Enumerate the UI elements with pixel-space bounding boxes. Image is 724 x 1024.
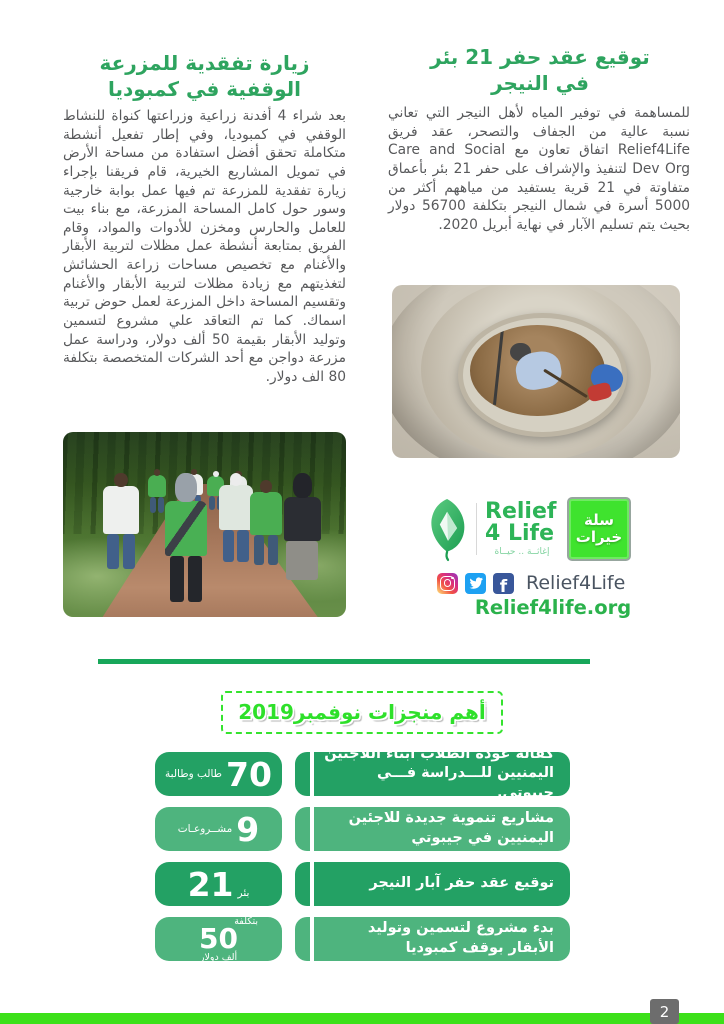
article-niger-title xyxy=(390,44,690,97)
stat-row-cost xyxy=(155,917,570,961)
page-number: 2 xyxy=(650,999,679,1024)
pedestrian xyxy=(148,469,166,513)
brand-wordmark xyxy=(485,501,559,557)
stat-value-box xyxy=(155,752,282,796)
well-photo xyxy=(392,285,680,458)
stat-unit-bottom: ألف دولار xyxy=(199,951,238,963)
brand-divider xyxy=(476,503,477,555)
stat-value-box xyxy=(155,862,282,906)
article-niger-title-line1: توقيع عقد حفر 21 بئر xyxy=(430,45,650,69)
stat-row-wells xyxy=(155,862,570,906)
digging-rod xyxy=(493,328,504,405)
stat-description: بدء مشروع لتسمين وتوليد الأبقار بوقف كمبوديا xyxy=(314,917,570,961)
pedestrian xyxy=(103,473,140,569)
stat-bracket xyxy=(295,917,310,961)
social-row xyxy=(437,572,625,594)
stat-row-students xyxy=(155,745,570,801)
well-shaft xyxy=(470,325,605,417)
stat-description: كفالة عودة الطلاب أبناء اللاجئين اليمنيين للـــدراسة فـــي جيبوتي. xyxy=(314,752,570,796)
brand-name-line2: 4 Life xyxy=(485,520,555,546)
badge-line1: سلة xyxy=(584,510,614,529)
pedestrian xyxy=(250,480,283,565)
badge-line2: خيرات xyxy=(575,528,623,546)
stat-value: 21 xyxy=(187,864,234,904)
stat-row-projects xyxy=(155,807,570,851)
article-cambodia-title xyxy=(63,50,346,103)
stat-bracket xyxy=(295,752,310,796)
stat-unit-top: بتكلفة xyxy=(234,915,258,927)
article-niger-title-line2: في النيجر xyxy=(491,71,589,96)
brand-tagline: إغاثــة .. حيــاة xyxy=(494,547,550,558)
leaf-icon xyxy=(428,495,468,563)
section-divider xyxy=(98,659,590,664)
twitter-icon[interactable] xyxy=(465,573,486,594)
instagram-icon[interactable] xyxy=(437,573,458,594)
footer-bar xyxy=(0,1013,724,1024)
article-cambodia-title-line2: الوقفية في كمبوديا xyxy=(108,77,301,102)
stat-bracket xyxy=(295,807,310,851)
achievements-banner-wrap xyxy=(0,691,724,734)
stat-description: مشاريع تنموية جديدة للاجئين اليمنيين في جيبوتي xyxy=(314,807,570,851)
stat-value-box xyxy=(155,807,282,851)
stat-unit: طالب وطالبة xyxy=(165,768,223,780)
stat-unit: بئر xyxy=(237,887,250,899)
pedestrian xyxy=(284,473,321,580)
brand-block xyxy=(428,494,678,564)
farm-visit-photo xyxy=(63,432,346,617)
article-cambodia-title-line1: زيارة تفقدية للمزرعة xyxy=(99,51,310,75)
stat-value: 9 xyxy=(236,809,260,849)
article-cambodia-body: بعد شراء 4 أفدنة زراعية وزراعتها كنواة للنشاط الوقفي في كمبوديا، وفي إطار تفعيل أنشطة متكاملة تحقق أفضل استفادة من مساحة الأرض في تمويل المشاريع الخيرية، قام فريقنا بإجراء زيارة تفقدية للمزرعة تم فيها عمل بوابة خارجية وسور حول كامل المساحة المزرعة، مع بناء بيت للعامل والحارس ومخزن للأدوات والمواد، وقام الفريق بمتابعة أنشطة عمل مظلات لتربية الأبقار والأغنام مع تخصيص مساحات زراعة الحشائش لتغذيتهم مع زيادة مظلات لتربية الأبقار والأغنام وتقسيم المساحة داخل المزرعة لعمل حوض تربية اسماك. كما تم التعاقد علي مشروع لتسمين وتوليد الأبقار بقيمة 50 ألف دولار، ودراسة عمل مزرعة دواجن مع أحد الشركات المتخصصة بتكلفة 80 الف دولار. xyxy=(63,108,346,385)
achievements-stats xyxy=(155,745,570,963)
brand-name-line1: Relief xyxy=(485,499,557,525)
brand-badge xyxy=(567,497,631,561)
article-niger-body: للمساهمة في توفير المياه لأهل النيجر التي تعاني نسبة عالية من الجفاف والتصحر، عقد فريق Relief4Life اتفاق تعاون مع Care and Social Dev Org لتنفيذ والإشراف على حفر 21 بئر بأعماق متفاوتة في 21 قرية يستفيد من مياههم أكثر من 5000 أسرة في شمال النيجر بتكلفة 56700 دولار بحيث يتم تسليم الآبار في نهاية أبريل 2020. xyxy=(388,105,691,233)
achievements-banner: أهم منجزات نوفمبر2019 xyxy=(221,691,503,734)
pedestrian xyxy=(219,473,253,562)
stat-unit: مشــروعـات xyxy=(177,823,233,835)
stat-bracket xyxy=(295,862,310,906)
stat-value: 70 xyxy=(226,754,272,794)
website-link[interactable]: Relief4life.org xyxy=(474,596,632,619)
stat-description: توقيع عقد حفر آبار النيجر xyxy=(314,862,570,906)
stat-value: 50 xyxy=(199,921,238,955)
stat-value-box xyxy=(155,917,282,961)
social-handle: Relief4Life xyxy=(526,572,626,594)
facebook-icon[interactable]: f xyxy=(493,573,514,594)
